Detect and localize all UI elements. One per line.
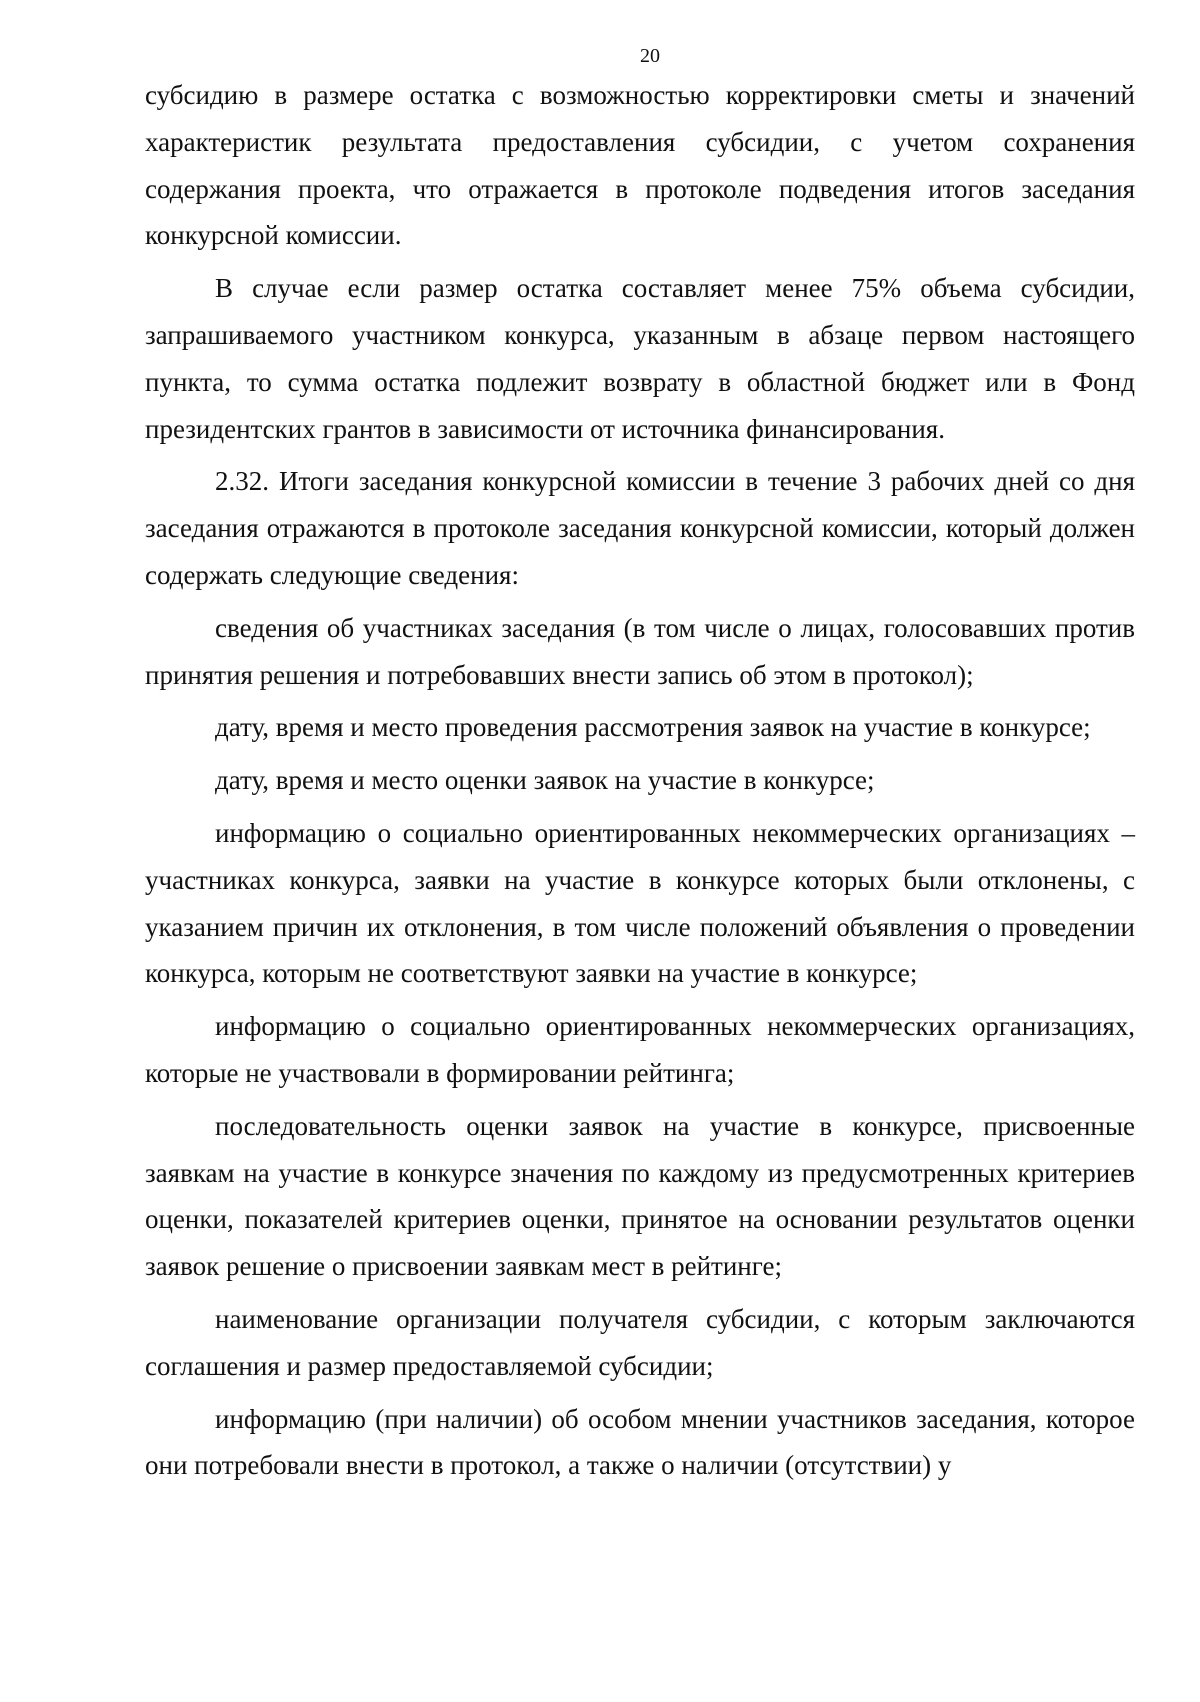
page-number: 20 xyxy=(640,45,660,67)
list-item-evaluation-sequence: последовательность оценки заявок на участие в конкурсе, присвоенные заявкам на участие в конкурсе значения по каждому из предусмотренных критериев оценки, показателей критериев оценки, принятое на основании результатов оценки заявок решение о присвоении заявкам мест в рейтинге; xyxy=(145,1110,1135,1282)
paragraph-subsidy-remainder: субсидию в размере остатка с возможностью корректировки сметы и значений характеристик результата предоставления субсидии, с учетом сохранения содержания проекта, что отражается в протоколе подведения итогов заседания конкурсной комиссии. xyxy=(145,80,1135,251)
list-item-review-date: дату, время и место проведения рассмотрения заявок на участие в конкурсе; xyxy=(215,712,1091,743)
document-body xyxy=(145,72,1135,1495)
paragraph-remainder-return: В случае если размер остатка составляет менее 75% объема субсидии, запрашиваемого участником конкурса, указанным в абзаце первом настоящего пункта, то сумма остатка подлежит возврату в областной бюджет или в Фонд президентских грантов в зависимости от источника финансирования. xyxy=(145,273,1135,444)
list-item-special-opinion: информацию (при наличии) об особом мнении участников заседания, которое они потребовали внести в протокол, а также о наличии (отсутствии) у xyxy=(145,1403,1135,1481)
paragraph-2-32: 2.32. Итоги заседания конкурсной комиссии в течение 3 рабочих дней со дня заседания отражаются в протоколе заседания конкурсной комиссии, который должен содержать следующие сведения: xyxy=(145,466,1135,590)
list-item-participants: сведения об участниках заседания (в том числе о лицах, голосовавших против принятия решения и потребовавших внести запись об этом в протокол); xyxy=(145,612,1135,690)
list-item-unranked-organizations: информацию о социально ориентированных некоммерческих организациях, которые не участвовали в формировании рейтинга; xyxy=(145,1011,1135,1088)
list-item-grant-recipient: наименование организации получателя субсидии, с которым заключаются соглашения и размер предоставляемой субсидии; xyxy=(145,1303,1135,1381)
list-item-rejected-organizations: информацию о социально ориентированных некоммерческих организациях – участниках конкурса, заявки на участие в конкурсе которых были отклонены, с указанием причин их отклонения, в том числе положений объявления о проведении конкурса, которым не соответствуют заявки на участие в конкурсе; xyxy=(145,817,1135,989)
list-item-evaluation-date: дату, время и место оценки заявок на участие в конкурсе; xyxy=(215,765,875,796)
